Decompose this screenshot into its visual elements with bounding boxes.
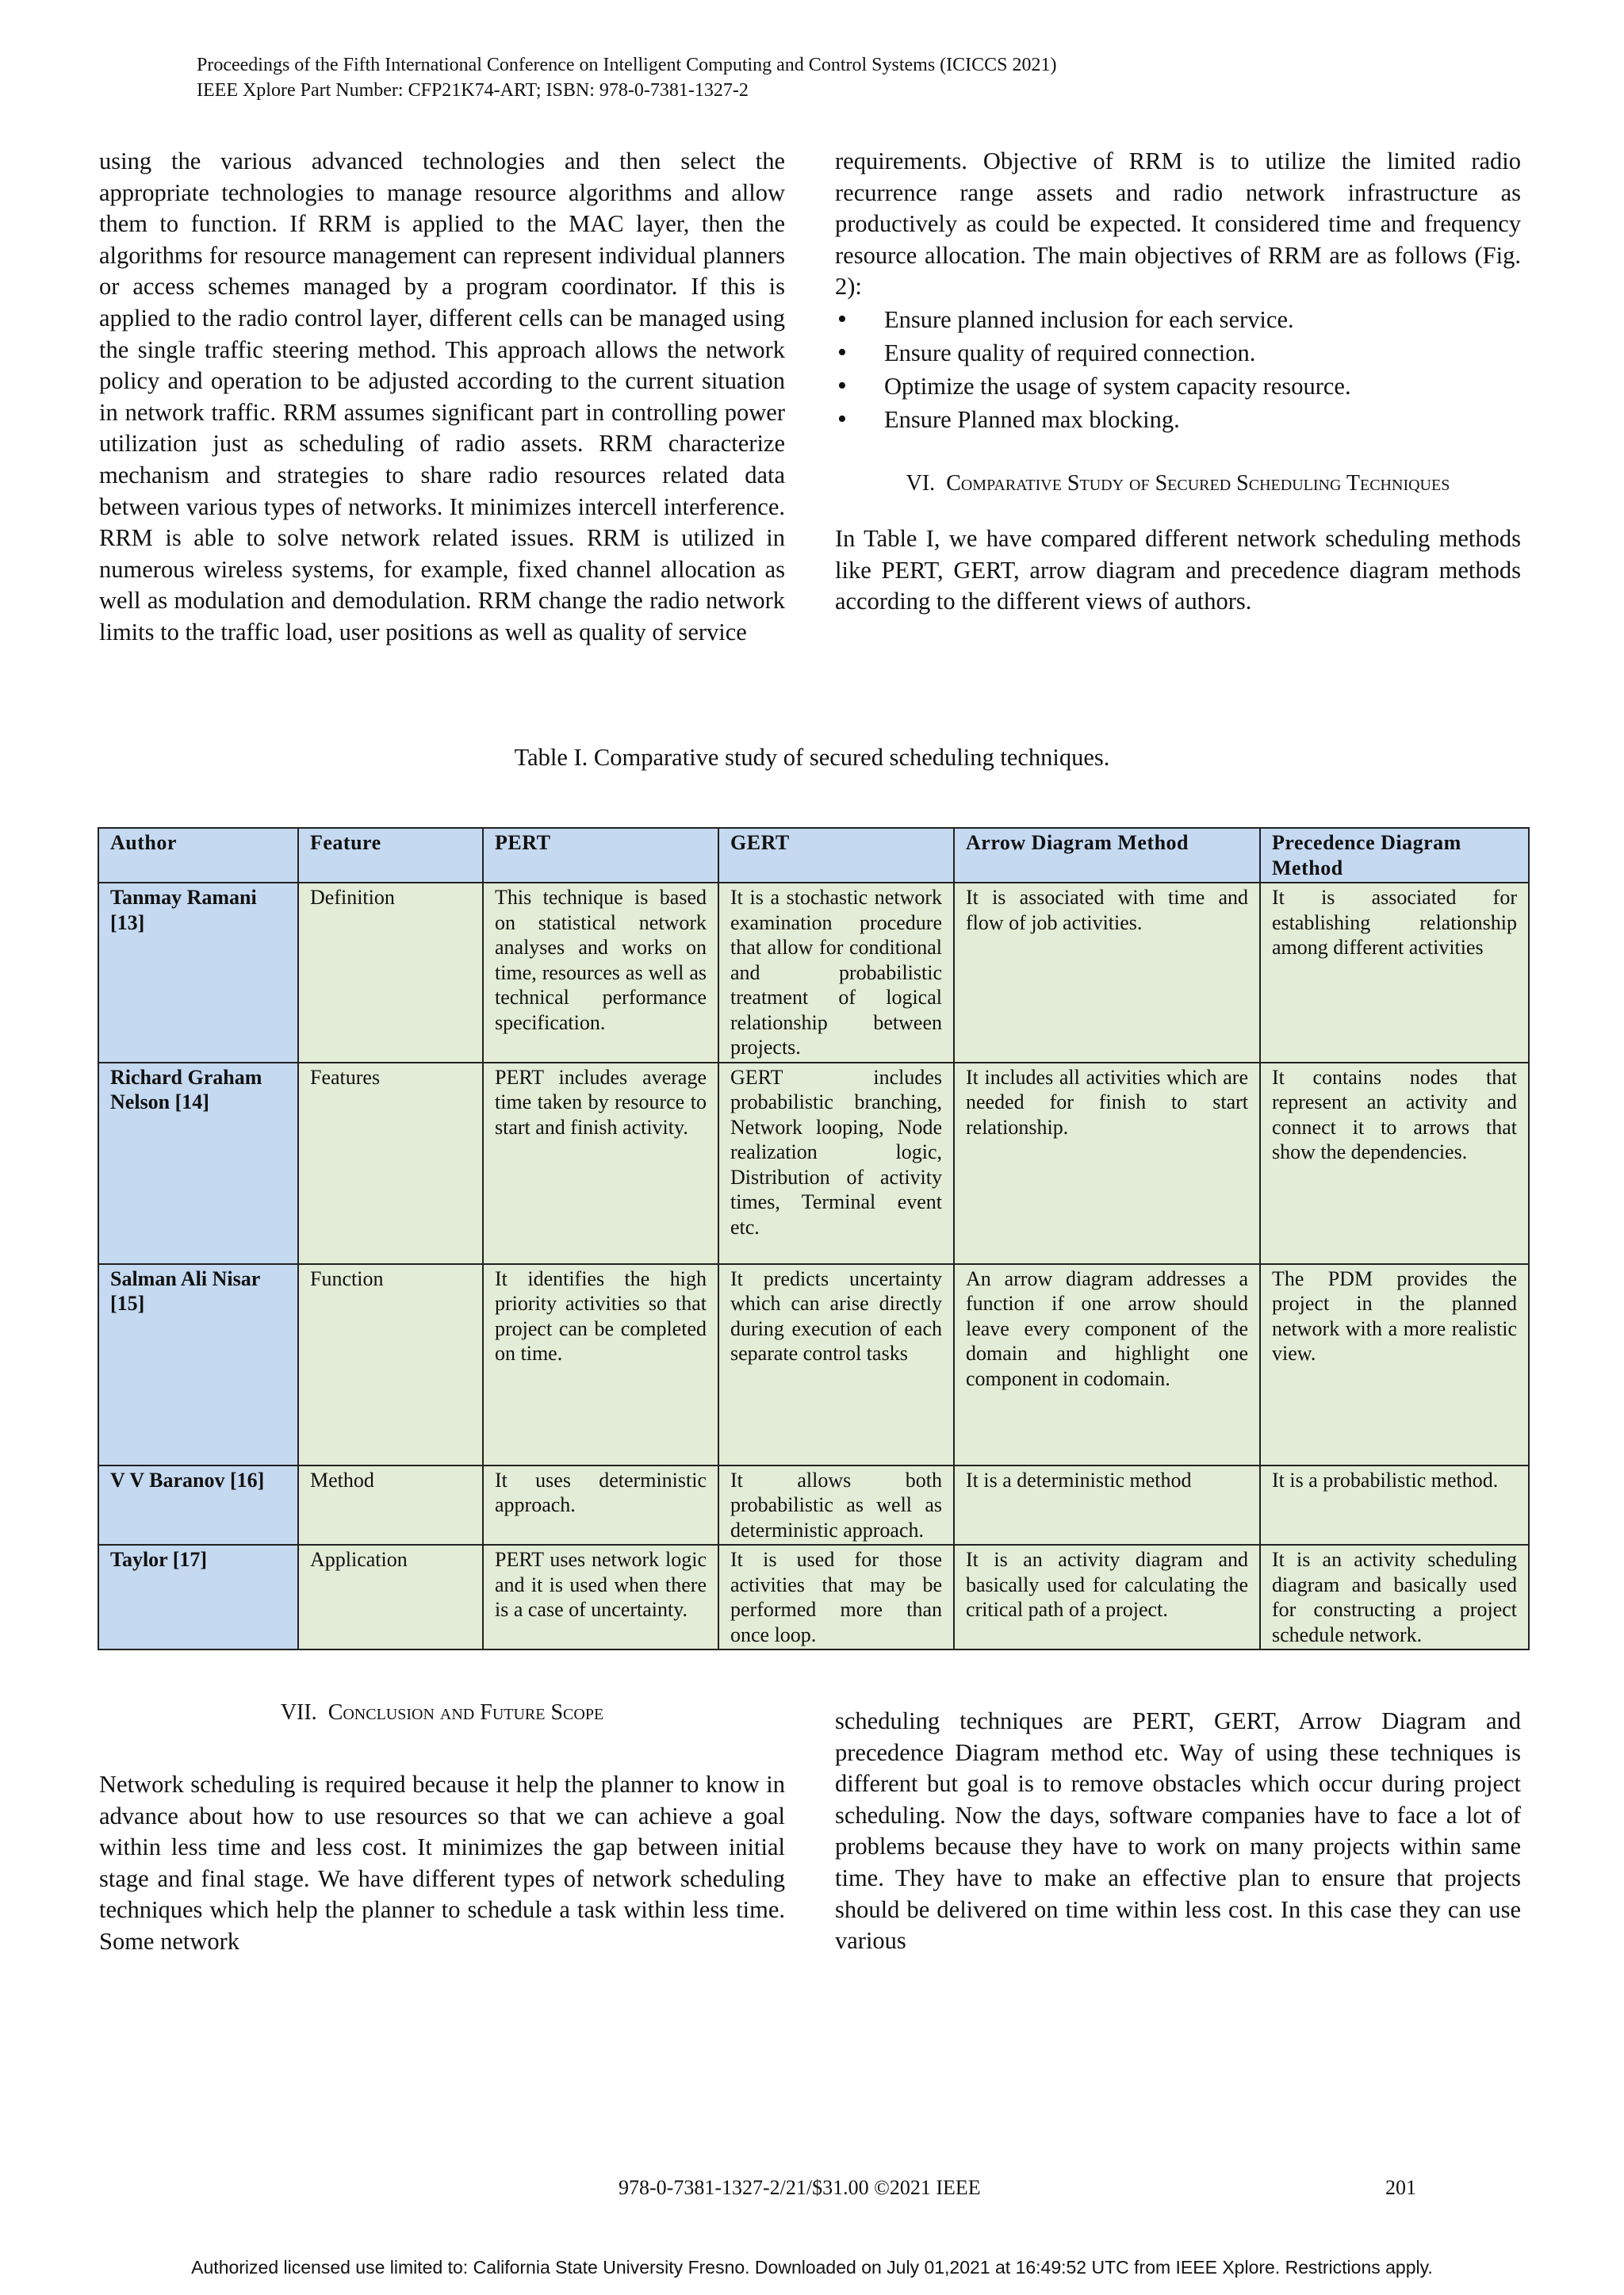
body-paragraph: In Table I, we have compared different network scheduling methods like PERT, GERT, arrow diagram and precedence diagram methods according to the different views of authors. (835, 524, 1521, 615)
left-column-top (99, 146, 785, 649)
cell-gert: It allows both probabilistic as well as deterministic approach. (718, 1466, 954, 1546)
cell-feature: Method (298, 1466, 483, 1546)
cell-pert: It identifies the high priority activities so that project can be completed on time. (483, 1264, 718, 1466)
cell-precedence-diagram: It is associated for establishing relationship among different activities (1260, 883, 1529, 1063)
section-heading-vii (99, 1697, 785, 1729)
comparison-table (98, 827, 1530, 1650)
header-author: Author (98, 828, 298, 883)
cell-arrow-diagram: An arrow diagram addresses a function if one arrow should leave every component of the domain and highlight one component in codomain. (954, 1264, 1260, 1466)
right-column-top (835, 146, 1521, 618)
cell-pert: This technique is based on statistical network analyses and works on time, resources as well as technical performance specification. (483, 883, 718, 1063)
header-precedence-diagram: Precedence Diagram Method (1260, 828, 1529, 883)
conclusion-heading-wrap (99, 1697, 785, 1729)
cell-precedence-diagram: It contains nodes that represent an activity and connect it to arrows that show the dependencies. (1260, 1063, 1529, 1264)
cell-pert: PERT includes average time taken by resource to start and finish activity. (483, 1063, 718, 1264)
table-row (98, 1063, 1529, 1264)
cell-precedence-diagram: It is a probabilistic method. (1260, 1466, 1529, 1546)
cell-arrow-diagram: It is an activity diagram and basically used for calculating the critical path of a project. (954, 1545, 1260, 1649)
cell-pert: It uses deterministic approach. (483, 1466, 718, 1546)
cell-pert: PERT uses network logic and it is used when there is a case of uncertainty. (483, 1545, 718, 1649)
header-pert: PERT (483, 828, 718, 883)
cell-arrow-diagram: It is a deterministic method (954, 1466, 1260, 1546)
cell-feature: Definition (298, 883, 483, 1063)
cell-gert: GERT includes probabilistic branching, Network looping, Node realization logic, Distribution of activity times, Terminal event etc. (718, 1063, 954, 1264)
footer-isbn-price: 978-0-7381-1327-2/21/$31.00 ©2021 IEEE (619, 2176, 981, 2199)
cell-arrow-diagram: It includes all activities which are needed for finish to start relationship. (954, 1063, 1260, 1264)
cell-gert: It is used for those activities that may be performed more than once loop. (718, 1545, 954, 1649)
section-heading-vi (835, 468, 1521, 500)
cell-gert: It predicts uncertainty which can arise directly during execution of each separate control tasks (718, 1264, 954, 1466)
list-item: • Ensure planned inclusion for each service. (835, 303, 1521, 336)
section-number: VII. (280, 1700, 317, 1725)
cell-precedence-diagram: The PDM provides the project in the planned network with a more realistic view. (1260, 1264, 1529, 1466)
header-feature: Feature (298, 828, 483, 883)
table-row (98, 883, 1529, 1063)
section-title: Conclusion and Future Scope (327, 1700, 604, 1725)
cell-feature: Application (298, 1545, 483, 1649)
right-column-bottom (835, 1706, 1521, 1957)
body-paragraph: using the various advanced technologies and then select the appropriate technologies to manage resource algorithms and allow them to function. If RRM is applied to the MAC layer, then the algorithms for resource management can represent individual planners or access schemes managed by a program coordinator. If this is applied to the radio control layer, different cells can be managed using the single traffic steering method. This approach allows the network policy and operation to be adjusted according to the current situation in network traffic. RRM assumes significant part in controlling power utilization just as scheduling of radio assets. RRM characterize mechanism and strategies to share radio resources related data between various types of networks. It minimizes intercell interference. RRM is able to solve network related issues. RRM is utilized in numerous wireless systems, for example, fixed channel allocation as well as modulation and demodulation. RRM change the radio network limits to the traffic load, user positions as well as quality of service (99, 148, 785, 646)
cell-precedence-diagram: It is an activity scheduling diagram and basically used for constructing a project schedule network. (1260, 1545, 1529, 1649)
table-header-row (98, 828, 1529, 883)
table-row (98, 1545, 1529, 1649)
list-item: • Ensure quality of required connection. (835, 336, 1521, 370)
cell-author: Salman Ali Nisar [15] (98, 1264, 298, 1466)
left-column-bottom (99, 1769, 785, 1958)
body-paragraph: requirements. Objective of RRM is to utilize the limited radio recurrence range assets and radio network infrastructure as productively as could be expected. It considered time and frequency resource allocation. The main objectives of RRM are as follows (Fig. 2): (835, 148, 1521, 301)
cell-author: V V Baranov [16] (98, 1466, 298, 1546)
license-notice: Authorized licensed use limited to: California State University Fresno. Downloaded on July 01,2021 at 16:49:52 UTC from IEEE Xplore. Restrictions apply. (191, 2257, 1433, 2278)
cell-arrow-diagram: It is associated with time and flow of job activities. (954, 883, 1260, 1063)
running-header (197, 52, 1057, 103)
body-paragraph: scheduling techniques are PERT, GERT, Arrow Diagram and precedence Diagram method etc. Way of using these techniques is different but goal is to remove obstacles which occur during project scheduling. Now the days, software companies have to face a lot of problems because they have to work on many projects within same time. They have to make an effective plan to ensure that projects should be delivered on time within less cost. In this case they can use various (835, 1707, 1521, 1955)
table-row (98, 1466, 1529, 1546)
list-item: • Ensure Planned max blocking. (835, 403, 1521, 436)
cell-gert: It is a stochastic network examination procedure that allow for conditional and probabilistic treatment of logical relationship between projects. (718, 883, 954, 1063)
cell-feature: Function (298, 1264, 483, 1466)
list-item: • Optimize the usage of system capacity resource. (835, 370, 1521, 403)
cell-feature: Features (298, 1063, 483, 1264)
header-gert: GERT (718, 828, 954, 883)
cell-author: Tanmay Ramani [13] (98, 883, 298, 1063)
section-title: Comparative Study of Secured Scheduling Techniques (946, 470, 1450, 496)
cell-author: Richard Graham Nelson [14] (98, 1063, 298, 1264)
page-number: 201 (1385, 2176, 1416, 2199)
body-paragraph: Network scheduling is required because it help the planner to know in advance about how to use resources so that we can achieve a goal within less time and less cost. It minimizes the gap between initial stage and final stage. We have different types of network scheduling techniques which help the planner to schedule a task within less time. Some network (99, 1771, 785, 1955)
cell-author: Taylor [17] (98, 1545, 298, 1649)
header-xplore-isbn: IEEE Xplore Part Number: CFP21K74-ART; ISBN: 978-0-7381-1327-2 (197, 80, 749, 101)
header-proceedings: Proceedings of the Fifth International Conference on Intelligent Computing and Control Systems (ICICCS 2021) (197, 55, 1057, 75)
header-arrow-diagram: Arrow Diagram Method (954, 828, 1260, 883)
objectives-list (835, 303, 1521, 436)
table-caption: Table I. Comparative study of secured scheduling techniques. (514, 744, 1110, 771)
section-number: VI. (906, 470, 936, 496)
table-row (98, 1264, 1529, 1466)
